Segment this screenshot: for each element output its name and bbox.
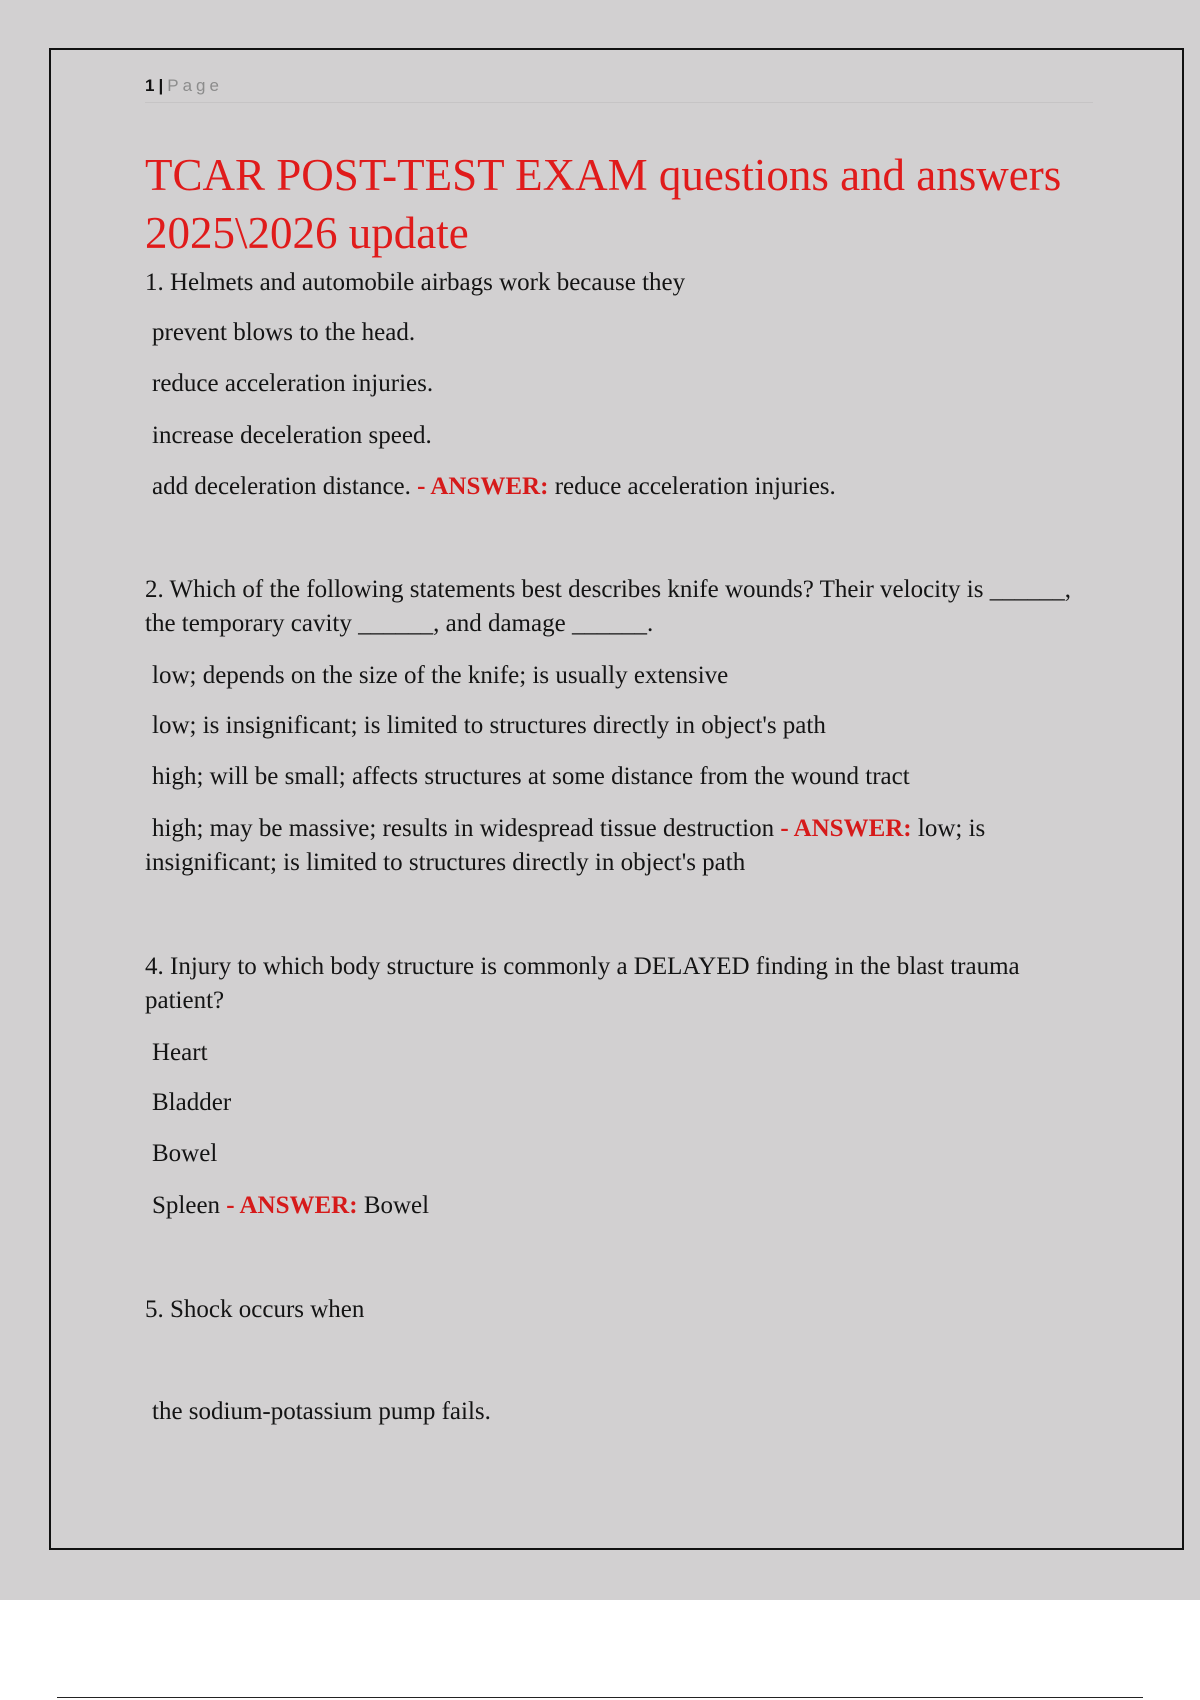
question-1: 1. Helmets and automobile airbags work because they	[145, 269, 686, 296]
q5-option-1: the sodium-potassium pump fails.	[152, 1398, 491, 1425]
q2-option-4-with-answer	[145, 812, 1075, 880]
q4-option-4-with-answer	[152, 1189, 1082, 1223]
q4-option-2: Bladder	[152, 1089, 232, 1116]
q2-option-4: high; may be massive; results in widespread tissue destruction	[152, 815, 775, 842]
q2-option-2: low; is insignificant; is limited to structures directly in object's path	[152, 712, 826, 739]
question-2: 2. Which of the following statements best describes knife wounds? Their velocity is ______, the temporary cavity ______, and damage ______.	[145, 576, 1071, 637]
q1-option-4-with-answer	[152, 470, 1082, 504]
q4-option-4: Spleen	[152, 1192, 221, 1219]
q1-answer-label: - ANSWER:	[417, 473, 549, 500]
q4-answer: Bowel	[363, 1192, 430, 1219]
page-number: 1	[145, 76, 155, 95]
q4-option-3: Bowel	[152, 1140, 218, 1167]
q1-option-4: add deceleration distance.	[152, 473, 411, 500]
page-separator: |	[158, 76, 164, 95]
question-4: 4. Injury to which body structure is commonly a DELAYED finding in the blast trauma patient?	[145, 953, 1020, 1014]
q1-option-2: reduce acceleration injuries.	[152, 370, 434, 397]
q4-option-1: Heart	[152, 1039, 208, 1066]
q4-answer-label: - ANSWER:	[226, 1192, 358, 1219]
q1-answer: reduce acceleration injuries.	[554, 473, 836, 500]
page-label: Page	[167, 76, 223, 95]
question-5: 5. Shock occurs when	[145, 1296, 365, 1323]
bottom-rule	[57, 1697, 1143, 1698]
q2-option-1: low; depends on the size of the knife; is usually extensive	[152, 662, 729, 689]
q1-option-3: increase deceleration speed.	[152, 422, 432, 449]
page-header	[145, 74, 1093, 103]
q2-answer: low; is insignificant; is limited to structures directly in object's path	[145, 815, 986, 876]
document-title: TCAR POST-TEST EXAM questions and answers 2025\2026 update	[145, 150, 1062, 258]
q2-option-3: high; will be small; affects structures at some distance from the wound tract	[152, 763, 910, 790]
q1-option-1: prevent blows to the head.	[152, 319, 416, 346]
q2-answer-label: - ANSWER:	[780, 815, 912, 842]
